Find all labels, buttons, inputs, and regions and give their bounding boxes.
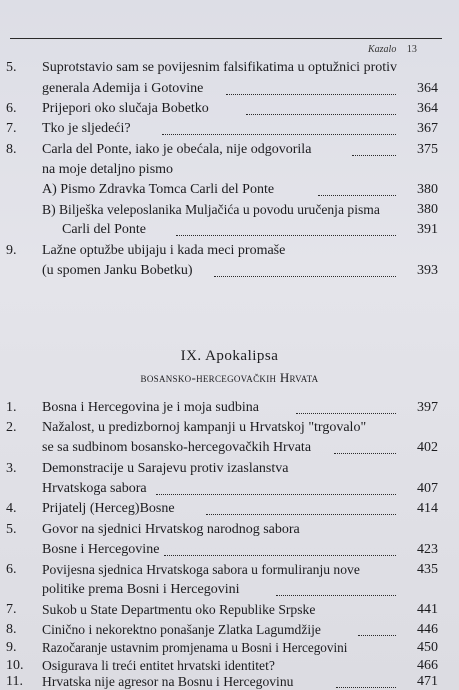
toc-entry-cont	[0, 438, 459, 458]
toc-entry	[0, 672, 459, 690]
entry-page: 380	[417, 182, 438, 197]
entry-title: Povijesna sjednica Hrvatskoga sabora u formuliranju nove	[42, 562, 360, 577]
entry-title-cont: generala Ademija i Gotovine	[42, 81, 204, 96]
entry-title: Sukob u State Departmentu oko Republike Srpske	[42, 602, 316, 617]
entry-page: 450	[417, 640, 438, 655]
entry-page: 364	[417, 81, 438, 96]
entry-title-cont: na moje detaljno pismo	[42, 162, 174, 177]
entry-page: 393	[417, 263, 438, 278]
entry-page: 466	[417, 658, 438, 673]
entry-page: 364	[417, 101, 438, 116]
dot-leader	[334, 452, 396, 454]
entry-number: 7.	[6, 602, 17, 617]
entry-title: Razočaranje ustavnim promjenama u Bosni i Hercegovini	[42, 640, 348, 655]
toc-entry-cont	[0, 479, 459, 499]
entry-title: Prijatelj (Herceg)Bosne	[42, 501, 175, 516]
entry-number: 9.	[6, 243, 17, 258]
subentry-title-cont: Carli del Ponte	[62, 222, 146, 237]
dot-leader	[296, 412, 396, 414]
entry-page: 446	[417, 622, 438, 637]
entry-page: 375	[417, 142, 438, 157]
entry-number: 1.	[6, 400, 17, 415]
dot-leader	[156, 493, 396, 495]
entry-number: 7.	[6, 121, 17, 136]
entry-page: 414	[417, 501, 438, 516]
entry-title: Cinično i nekorektno ponašanje Zlatka Lagumdžije	[42, 622, 321, 637]
entry-title-cont: se sa sudbinom bosansko-hercegovačkih Hrvata	[42, 440, 312, 455]
entry-number: 5.	[6, 60, 17, 75]
entry-page: 435	[417, 562, 438, 577]
subentry-title: A) Pismo Zdravka Tomca Carli del Ponte	[42, 182, 275, 197]
entry-number: 4.	[6, 501, 17, 516]
entry-title: Prijepori oko slučaja Bobetko	[42, 101, 209, 116]
running-title: Kazalo	[368, 44, 397, 55]
entry-title-cont: (u spomen Janku Bobetku)	[42, 263, 193, 278]
dot-leader	[358, 634, 396, 636]
toc-entry-cont	[0, 540, 459, 560]
page-number: 13	[406, 44, 417, 55]
entry-number: 5.	[6, 522, 17, 537]
entry-page: 441	[417, 602, 438, 617]
dot-leader	[164, 554, 396, 556]
section-subtitle: bosansko-hercegovačkih Hrvata	[140, 370, 319, 385]
entry-page: 380	[417, 202, 438, 217]
entry-page: 423	[417, 542, 438, 557]
section-title: IX. Apokalipsa	[180, 348, 279, 364]
entry-page: 407	[417, 481, 438, 496]
entry-number: 8.	[6, 622, 17, 637]
entry-title: Carla del Ponte, iako je obećala, nije odgovorila	[42, 142, 312, 157]
entry-title: Lažne optužbe ubijaju i kada meci promaše	[42, 243, 286, 258]
entry-number: 2.	[6, 420, 17, 435]
subentry-title: B) Bilješka veleposlanika Muljačića u povodu uručenja pisma	[42, 202, 380, 217]
toc-entry	[0, 520, 459, 540]
entry-page: 397	[417, 400, 438, 415]
entry-title-cont: Bosne i Hercegovine	[42, 542, 160, 557]
toc-entry	[0, 600, 459, 620]
entry-title: Bosna i Hercegovina je i moja sudbina	[42, 400, 259, 415]
entry-title-cont: Hrvatskoga sabora	[42, 481, 147, 496]
entry-title: Suprotstavio sam se povijesnim falsifikatima u optužnici protiv	[42, 60, 398, 75]
entry-number: 10.	[6, 658, 24, 673]
entry-title: Govor na sjednici Hrvatskog narodnog sabora	[42, 522, 300, 537]
entry-title: Tko je sljedeći?	[42, 121, 131, 136]
toc-entry	[0, 560, 459, 580]
dot-leader	[206, 513, 396, 515]
entry-page: 367	[417, 121, 438, 136]
entry-title: Hrvatska nije agresor na Bosnu i Hercegovinu	[42, 674, 294, 689]
toc-entry	[0, 620, 459, 640]
entry-number: 8.	[6, 142, 17, 157]
entry-number: 11.	[6, 674, 23, 689]
entry-title: Osigurava li treći entitet hrvatski identitet?	[42, 658, 275, 673]
toc-entry-cont	[0, 580, 459, 600]
dot-leader	[276, 594, 396, 596]
entry-number: 6.	[6, 562, 17, 577]
entry-number: 9.	[6, 640, 17, 655]
toc-entry	[0, 459, 459, 479]
dot-leader	[336, 686, 396, 688]
entry-page: 471	[417, 674, 438, 689]
toc-entry	[0, 638, 459, 658]
toc-entry	[0, 418, 459, 438]
toc-entry	[0, 398, 459, 418]
entry-title-cont: politike prema Bosni i Hercegovini	[42, 582, 240, 597]
entry-page: 391	[417, 222, 438, 237]
toc-entry	[0, 499, 459, 519]
entry-number: 3.	[6, 461, 17, 476]
entry-title: Demonstracije u Sarajevu protiv izaslanstva	[42, 461, 289, 476]
entry-page: 402	[417, 440, 438, 455]
entry-title: Nažalost, u predizbornoj kampanji u Hrvatskoj "trgovalo"	[42, 420, 367, 435]
entry-number: 6.	[6, 101, 17, 116]
